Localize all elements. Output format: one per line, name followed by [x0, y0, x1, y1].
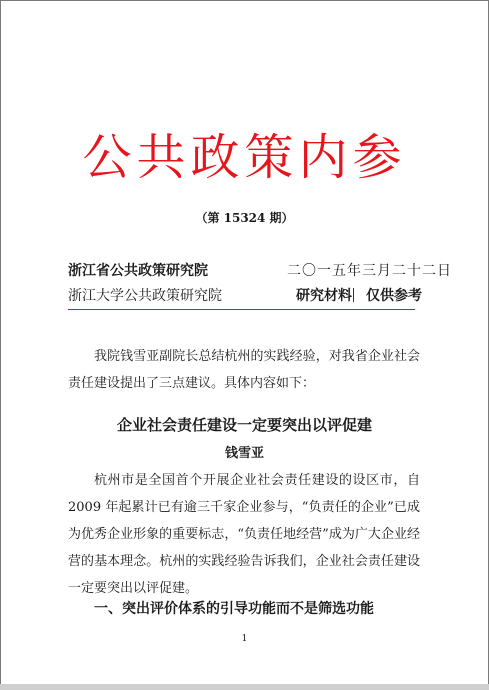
masthead-title: 公共政策内参: [82, 129, 407, 186]
text-cursor: [353, 288, 354, 302]
intro-paragraph: 我院钱雪亚副院长总结杭州的实践经验，对我省企业社会责任建设提出了三点建议。具体内容如下：: [68, 349, 420, 391]
org-secondary: 浙江大学公共政策研究院: [68, 288, 222, 304]
article-author: 钱雪亚: [224, 446, 264, 461]
publication-date: 二〇一五年三月二十二日: [287, 263, 452, 279]
page-number: 1: [241, 634, 248, 644]
page-bottom-edge: [0, 684, 489, 690]
org-primary: 浙江省公共政策研究院: [68, 263, 208, 279]
material-text: 研究材料: [296, 288, 352, 304]
reference-label: 仅供参考: [366, 288, 422, 304]
header-divider: [68, 309, 415, 310]
article-title: 企业社会责任建设一定要突出以评促建: [116, 416, 372, 434]
material-label: [296, 287, 355, 305]
issue-number: （第 15324 期）: [195, 211, 294, 225]
body-paragraph: 杭州市是全国首个开展企业社会责任建设的设区市，自2009 年起累计已有逾三千家企业参与，“负责任的企业”已成为优秀企业形象的重要标志，“负责任地经营”成为广大企业经营的基本理念。杭州的实践经验告诉我们，企业社会责任建设一定要突出以评促建。: [68, 473, 420, 596]
section-heading: 一、突出评价体系的引导功能而不是筛选功能: [94, 601, 374, 617]
